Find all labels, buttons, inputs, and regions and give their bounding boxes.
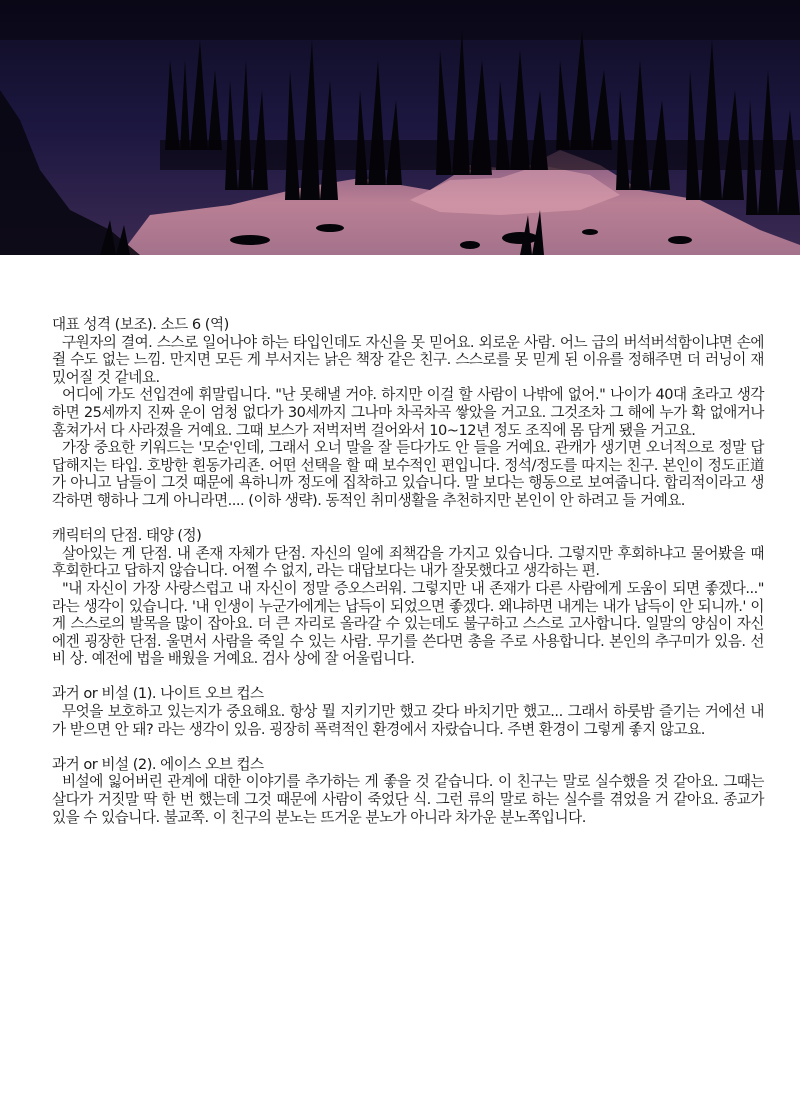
paragraph: 무엇을 보호하고 있는지가 중요해요. 항상 뭘 지키기만 했고 갖다 바치기만 했고... 그래서 하룻밤 즐기는 거에선 내가 받으면 안 돼? 라는 생각이 있음. 굉장히 폭력적인 환경에서 자랐습니다. 주변 환경이 그렇게 좋지 않고요. bbox=[52, 703, 764, 738]
paragraph: 구원자의 결여. 스스로 일어나야 하는 타입인데도 자신을 못 믿어요. 외로운 사람. 어느 급의 버석버석함이냐면 손에 쥘 수도 없는 느낌. 만지면 모든 게 부서지는 낡은 책장 같은 친구. 스스로를 못 믿게 된 이유를 정해주면 더 러닝이 재밌어질 것 같네요. bbox=[52, 333, 764, 386]
section-representative-personality bbox=[52, 316, 764, 510]
paragraph: "내 자신이 가장 사랑스럽고 내 자신이 정말 증오스러워. 그렇지만 내 존재가 다른 사람에게 도움이 되면 좋겠다..." 라는 생각이 있습니다. '내 인생이 누군가에게는 납득이 되었으면 좋겠다. 왜냐하면 내게는 내가 납득이 안 되니까.' 이게 스스로의 발목을 많이 잡아요. 더 큰 자리로 올라갈 수 있는데도 불구하고 스스로 고사합니다. 일말의 양심이 자신에겐 굉장한 단점. 울면서 사람을 죽일 수 있는 사람. 무기를 쓴다면 총을 주로 사용합니다. 본인의 추구미가 있음. 선비 상. 예전에 법을 배웠을 거예요. 검사 상에 잘 어울립니다. bbox=[52, 579, 764, 668]
paragraph: 비설에 잃어버린 관계에 대한 이야기를 추가하는 게 좋을 것 같습니다. 이 친구는 말로 실수했을 것 같아요. 그때는 살다가 거짓말 딱 한 번 했는데 그것 때문에 사람이 죽었단 식. 그런 류의 말로 하는 실수를 겪었을 거 같아요. 종교가 있을 수 있습니다. 불교쪽. 이 친구의 분노는 뜨거운 분노가 아니라 차가운 분노쪽입니다. bbox=[52, 773, 764, 826]
section-title: 캐릭터의 단점. 태양 (정) bbox=[52, 527, 202, 545]
section-title: 대표 성격 (보조). 소드 6 (역) bbox=[52, 316, 229, 333]
paragraph: 가장 중요한 키워드는 '모순'인데, 그래서 오너 말을 잘 듣다가도 안 들을 거예요. 관캐가 생기면 오너적으로 정말 답답해지는 타입. 호방한 흰동가리죤. 어떤 선택을 할 때 보수적인 편입니다. 정석/정도를 따지는 친구. 본인이 정도正道가 아니고 남들이 그것 때문에 욕하니까 정도에 집착하고 있습니다. 말 보다는 행동으로 보여줍니다. 합리적이라고 생각하면 행하나 그게 아니라면.... (이하 생략). 동적인 취미생활을 추천하지만 본인이 안 하려고 들 거예요. bbox=[52, 439, 764, 509]
section-past-secret-2 bbox=[52, 756, 764, 826]
section-character-weakness bbox=[52, 527, 764, 668]
lake-reflection-icon bbox=[0, 0, 800, 255]
section-past-secret-1 bbox=[52, 685, 764, 738]
paragraph: 어디에 가도 선입견에 휘말립니다. "난 못해낼 거야. 하지만 이걸 할 사람이 나밖에 없어." 나이가 40대 초라고 생각하면 25세까지 진짜 운이 엄청 없다가 30세까지 그나마 차곡차곡 쌓았을 거고요. 그것조차 그 해에 누가 확 없애거나 훔쳐가서 다 사라졌을 거예요. 그때 보스가 저벅저벅 걸어와서 10~12년 정도 조직에 몸 담게 됐을 거고요. bbox=[52, 386, 764, 439]
lake-reflection-image bbox=[0, 0, 800, 255]
fortune-reading-text bbox=[52, 316, 764, 844]
section-title: 과거 or 비설 (1). 나이트 오브 컵스 bbox=[52, 685, 264, 703]
section-title: 과거 or 비설 (2). 에이스 오브 컵스 bbox=[52, 755, 264, 773]
paragraph: 살아있는 게 단점. 내 존재 자체가 단점. 자신의 일에 죄책감을 가지고 있습니다. 그렇지만 후회하냐고 물어봤을 때 후회한다고 답하지 않습니다. 어쩔 수 없지, 라는 대답보다는 내가 잘못했다고 생각하는 편. bbox=[52, 544, 764, 580]
